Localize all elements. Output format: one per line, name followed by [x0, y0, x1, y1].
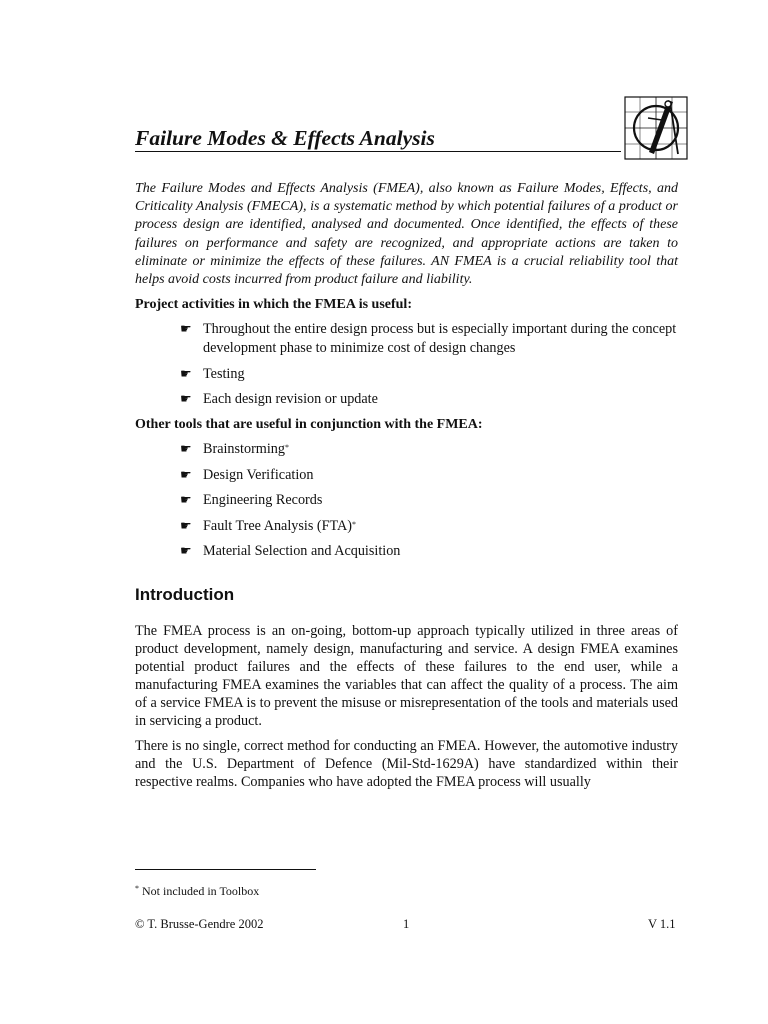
footer-version: V 1.1 — [648, 917, 676, 931]
compass-drafting-logo — [624, 96, 688, 160]
list-item — [180, 466, 680, 485]
introduction-paragraph-2: There is no single, correct method for conducting an FMEA. However, the automotive industry and the U.S. Department of Defence (Mil-Std-1629A) have standardized within their respective realms. Companies who have adopted the FMEA process will usually — [135, 738, 678, 790]
pointing-hand-icon: ☛ — [180, 467, 192, 483]
footer-copyright: © T. Brusse-Gendre 2002 — [135, 917, 264, 931]
footnote-divider — [135, 869, 316, 870]
page-title: Failure Modes & Effects Analysis — [135, 126, 435, 150]
list-item-text: Design Verification — [203, 466, 314, 483]
activities-list — [180, 320, 680, 416]
introduction-heading: Introduction — [135, 585, 235, 604]
title-underline — [135, 125, 621, 152]
list-item — [180, 365, 680, 384]
tools-heading: Other tools that are useful in conjunction with the FMEA: — [135, 417, 483, 432]
list-item-text: Throughout the entire design process but is especially important during the concept development phase to minimize cost of design changes — [203, 321, 677, 356]
list-item-text: Each design revision or update — [203, 391, 378, 407]
footnote-marker: * — [284, 443, 289, 452]
pointing-hand-icon: ☛ — [180, 366, 192, 382]
list-item — [180, 542, 680, 561]
footer-page-number: 1 — [403, 917, 410, 931]
list-item — [180, 517, 680, 536]
list-item — [180, 440, 680, 459]
activities-heading: Project activities in which the FMEA is useful: — [135, 297, 412, 312]
pointing-hand-icon: ☛ — [180, 392, 192, 407]
pointing-hand-icon: ☛ — [180, 518, 192, 534]
footnote-marker: * — [352, 519, 357, 529]
pointing-hand-icon: ☛ — [180, 442, 192, 457]
pointing-hand-icon: ☛ — [180, 544, 192, 559]
list-item — [180, 390, 680, 409]
list-item-text: Testing — [203, 365, 245, 382]
abstract-paragraph: The Failure Modes and Effects Analysis (FMEA), also known as Failure Modes, Effects, and Criticality Analysis (FMECA), is a systematic method by which potential failures of a product or process design are identified, analysed and documented. Once identified, the effects of these failures on performance and safety are recognized, and appropriate actions are taken to eliminate or minimize the effects of these failures. AN FMEA is a crucial reliability tool that helps avoid costs incurred from product failure and liability. — [135, 181, 678, 288]
list-item-text: Material Selection and Acquisition — [203, 543, 401, 559]
list-item — [180, 491, 680, 510]
list-item-text: Fault Tree Analysis (FTA) — [203, 517, 353, 534]
footnote — [135, 883, 259, 899]
footnote-marker: * — [135, 884, 139, 893]
list-item-text: Engineering Records — [203, 492, 323, 508]
pointing-hand-icon: ☛ — [180, 493, 192, 508]
list-item — [180, 320, 680, 358]
tools-list — [180, 440, 680, 568]
footnote-text: Not included in Toolbox — [139, 884, 260, 898]
list-item-text: Brainstorming — [203, 441, 285, 457]
pointing-hand-icon: ☛ — [180, 322, 192, 337]
introduction-paragraph-1: The FMEA process is an on-going, bottom-up approach typically utilized in three areas of product development, namely design, manufacturing and service. A design FMEA examines potential product failures and the effects of these failures to the end user, while a manufacturing FMEA examines the variables that can affect the quality of a process. The aim of a service FMEA is to prevent the misuse or misrepresentation of the tools and materials used in servicing a product. — [135, 623, 678, 729]
